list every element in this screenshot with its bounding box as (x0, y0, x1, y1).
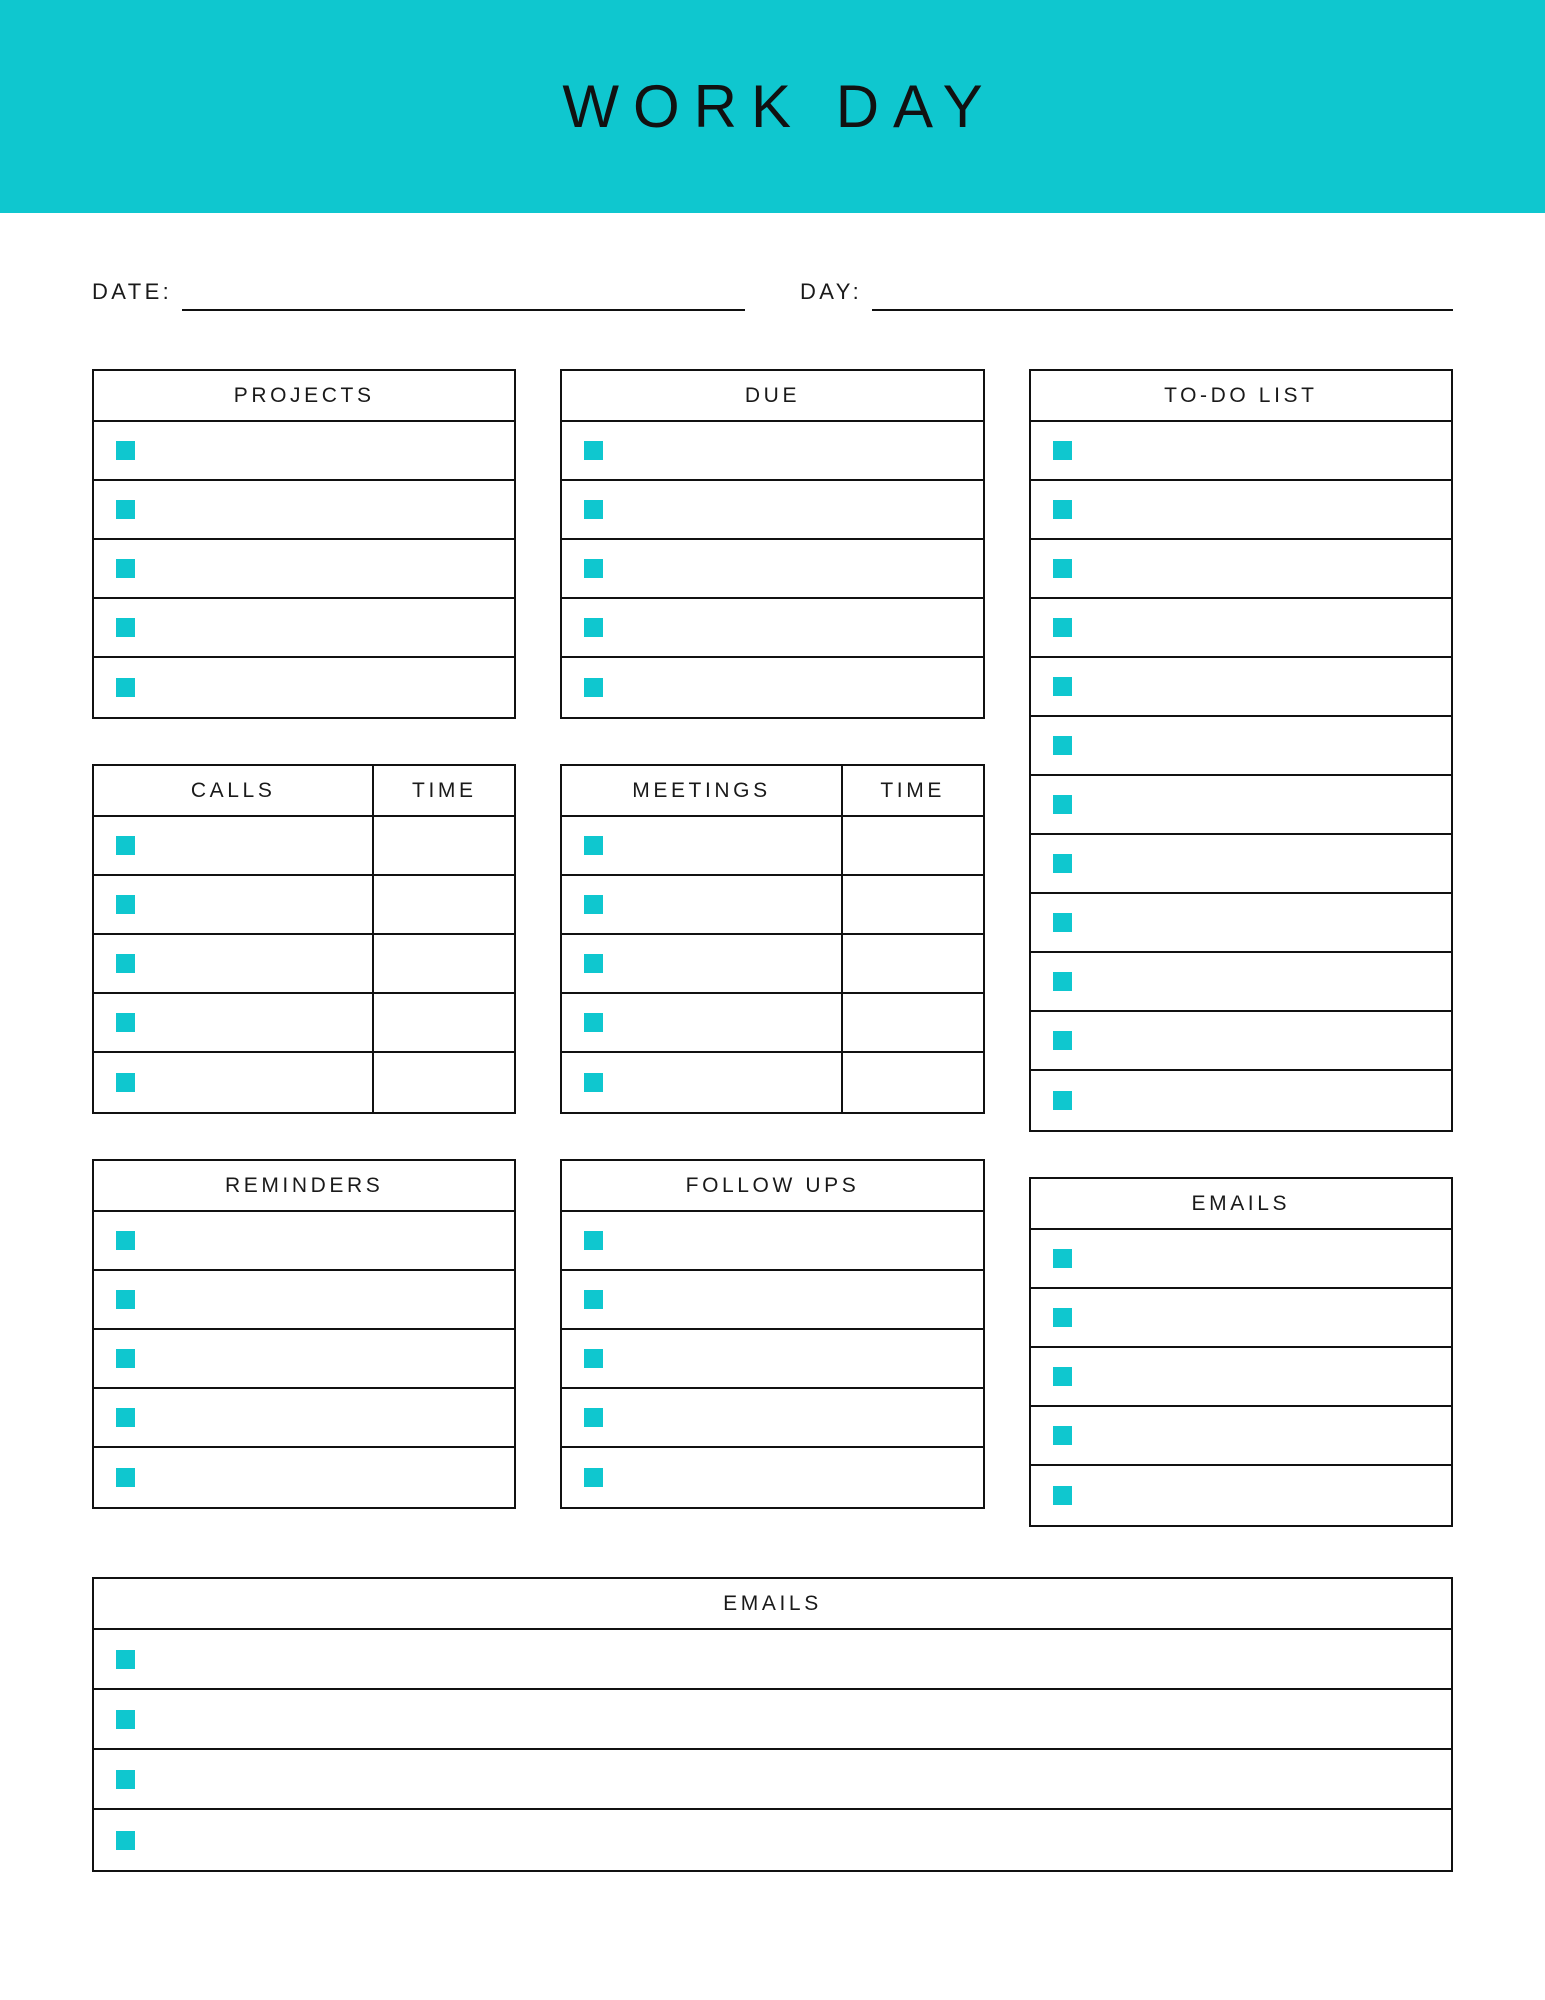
table-row[interactable] (1031, 776, 1451, 835)
table-row[interactable] (94, 1271, 514, 1330)
square-bullet-icon (1053, 1091, 1072, 1110)
table-row[interactable] (562, 1271, 982, 1330)
day-field[interactable] (800, 271, 1453, 311)
table-row[interactable] (562, 540, 982, 599)
square-bullet-icon (584, 441, 603, 460)
table-row[interactable] (94, 1053, 514, 1112)
row-time-cell[interactable] (374, 1053, 514, 1112)
row-main-cell[interactable] (562, 1053, 842, 1112)
square-bullet-icon (116, 1770, 135, 1789)
table-row[interactable] (562, 422, 982, 481)
square-bullet-icon (116, 1073, 135, 1092)
section-header (562, 766, 982, 817)
table-row[interactable] (94, 817, 514, 876)
square-bullet-icon (1053, 677, 1072, 696)
time-column-label: TIME (880, 778, 945, 802)
table-row[interactable] (1031, 953, 1451, 1012)
section-title-cell (94, 766, 374, 815)
section-title: DUE (744, 383, 801, 407)
section-reminders (92, 1159, 516, 1509)
square-bullet-icon (116, 1650, 135, 1669)
square-bullet-icon (116, 895, 135, 914)
square-bullet-icon (116, 618, 135, 637)
row-main-cell[interactable] (94, 876, 374, 933)
table-row[interactable] (562, 1212, 982, 1271)
square-bullet-icon (584, 1349, 603, 1368)
day-label: DAY: (800, 279, 863, 304)
section-title: EMAILS (1191, 1191, 1291, 1215)
section-todo-list (1029, 369, 1453, 1132)
time-column-header (374, 766, 514, 815)
table-row[interactable] (1031, 1071, 1451, 1130)
square-bullet-icon (584, 1231, 603, 1250)
section-title: FOLLOW UPS (685, 1173, 860, 1197)
square-bullet-icon (1053, 500, 1072, 519)
section-title: EMAILS (723, 1591, 822, 1615)
square-bullet-icon (584, 895, 603, 914)
square-bullet-icon (116, 559, 135, 578)
row-main-cell[interactable] (94, 1053, 374, 1112)
table-row[interactable] (1031, 717, 1451, 776)
table-row[interactable] (94, 481, 514, 540)
table-row[interactable] (562, 817, 982, 876)
square-bullet-icon (1053, 1486, 1072, 1505)
grid-column-left (92, 369, 516, 1527)
table-row[interactable] (94, 540, 514, 599)
square-bullet-icon (1053, 1308, 1072, 1327)
table-row[interactable] (94, 1630, 1451, 1690)
row-time-cell[interactable] (843, 876, 983, 933)
square-bullet-icon (584, 559, 603, 578)
square-bullet-icon (584, 1468, 603, 1487)
square-bullet-icon (584, 1408, 603, 1427)
table-row[interactable] (1031, 894, 1451, 953)
table-row[interactable] (94, 1389, 514, 1448)
square-bullet-icon (584, 618, 603, 637)
time-column-label: TIME (412, 778, 477, 802)
row-time-cell[interactable] (843, 817, 983, 874)
square-bullet-icon (584, 1073, 603, 1092)
square-bullet-icon (584, 1013, 603, 1032)
square-bullet-icon (116, 1710, 135, 1729)
meta-row (92, 271, 1453, 311)
section-header (1031, 1179, 1451, 1230)
grid-column-middle (560, 369, 984, 1527)
square-bullet-icon (116, 1231, 135, 1250)
row-main-cell[interactable] (562, 994, 842, 1051)
table-row[interactable] (94, 422, 514, 481)
section-title: PROJECTS (233, 383, 375, 407)
square-bullet-icon (116, 500, 135, 519)
table-row[interactable] (94, 1750, 1451, 1810)
square-bullet-icon (116, 441, 135, 460)
row-main-cell[interactable] (562, 876, 842, 933)
table-row[interactable] (562, 599, 982, 658)
table-row[interactable] (1031, 1230, 1451, 1289)
row-time-cell[interactable] (374, 876, 514, 933)
page-body (0, 271, 1545, 1872)
square-bullet-icon (1053, 559, 1072, 578)
section-title-cell (562, 766, 842, 815)
table-row[interactable] (562, 1448, 982, 1507)
row-main-cell[interactable] (562, 817, 842, 874)
square-bullet-icon (1053, 618, 1072, 637)
row-time-cell[interactable] (843, 1053, 983, 1112)
section-emails-wide (92, 1577, 1453, 1872)
section-header (94, 371, 514, 422)
row-main-cell[interactable] (562, 935, 842, 992)
square-bullet-icon (1053, 1031, 1072, 1050)
section-header (94, 1161, 514, 1212)
section-header (562, 1161, 982, 1212)
table-row[interactable] (562, 994, 982, 1053)
table-row[interactable] (1031, 1407, 1451, 1466)
row-time-cell[interactable] (843, 935, 983, 992)
section-title: MEETINGS (632, 778, 771, 802)
date-field[interactable] (92, 271, 745, 311)
section-title: REMINDERS (224, 1173, 384, 1197)
page-title: WORK DAY (562, 72, 997, 140)
square-bullet-icon (584, 954, 603, 973)
square-bullet-icon (116, 1290, 135, 1309)
table-row[interactable] (94, 1212, 514, 1271)
section-meetings (560, 764, 984, 1114)
page-header-banner (0, 0, 1545, 213)
table-row[interactable] (94, 994, 514, 1053)
table-row[interactable] (94, 1330, 514, 1389)
section-due (560, 369, 984, 719)
square-bullet-icon (1053, 913, 1072, 932)
table-row[interactable] (562, 658, 982, 717)
table-row[interactable] (562, 1389, 982, 1448)
table-row[interactable] (94, 658, 514, 717)
row-main-cell[interactable] (94, 935, 374, 992)
square-bullet-icon (1053, 972, 1072, 991)
table-row[interactable] (1031, 1289, 1451, 1348)
square-bullet-icon (116, 1013, 135, 1032)
square-bullet-icon (116, 1408, 135, 1427)
table-row[interactable] (1031, 1348, 1451, 1407)
square-bullet-icon (584, 500, 603, 519)
grid-column-right (1029, 369, 1453, 1527)
section-calls (92, 764, 516, 1114)
square-bullet-icon (116, 954, 135, 973)
section-follow-ups (560, 1159, 984, 1509)
square-bullet-icon (116, 678, 135, 697)
square-bullet-icon (1053, 795, 1072, 814)
table-row[interactable] (562, 481, 982, 540)
section-title: TO-DO LIST (1164, 383, 1318, 407)
table-row[interactable] (562, 1053, 982, 1112)
section-header (94, 766, 514, 817)
table-row[interactable] (1031, 540, 1451, 599)
table-row[interactable] (1031, 422, 1451, 481)
table-row[interactable] (1031, 481, 1451, 540)
square-bullet-icon (116, 1349, 135, 1368)
row-time-cell[interactable] (374, 935, 514, 992)
row-main-cell[interactable] (94, 817, 374, 874)
table-row[interactable] (94, 599, 514, 658)
table-row[interactable] (1031, 1012, 1451, 1071)
day-input-line[interactable] (872, 271, 1453, 311)
table-row[interactable] (94, 1810, 1451, 1870)
section-header (562, 371, 982, 422)
table-row[interactable] (1031, 658, 1451, 717)
row-time-cell[interactable] (374, 817, 514, 874)
table-row[interactable] (562, 1330, 982, 1389)
table-row[interactable] (562, 876, 982, 935)
square-bullet-icon (1053, 441, 1072, 460)
section-emails (1029, 1177, 1453, 1527)
square-bullet-icon (584, 836, 603, 855)
section-header (94, 1579, 1451, 1630)
square-bullet-icon (116, 1468, 135, 1487)
table-row[interactable] (94, 935, 514, 994)
square-bullet-icon (584, 1290, 603, 1309)
table-row[interactable] (94, 876, 514, 935)
table-row[interactable] (1031, 599, 1451, 658)
section-projects (92, 369, 516, 719)
square-bullet-icon (116, 1831, 135, 1850)
date-input-line[interactable] (182, 271, 745, 311)
square-bullet-icon (1053, 854, 1072, 873)
section-header (1031, 371, 1451, 422)
square-bullet-icon (116, 836, 135, 855)
date-label: DATE: (92, 279, 173, 304)
row-main-cell[interactable] (94, 994, 374, 1051)
row-time-cell[interactable] (843, 994, 983, 1051)
row-time-cell[interactable] (374, 994, 514, 1051)
table-row[interactable] (562, 935, 982, 994)
square-bullet-icon (584, 678, 603, 697)
table-row[interactable] (1031, 835, 1451, 894)
table-row[interactable] (1031, 1466, 1451, 1525)
square-bullet-icon (1053, 1367, 1072, 1386)
square-bullet-icon (1053, 1249, 1072, 1268)
section-title: CALLS (190, 778, 276, 802)
table-row[interactable] (94, 1448, 514, 1507)
square-bullet-icon (1053, 736, 1072, 755)
table-row[interactable] (94, 1690, 1451, 1750)
square-bullet-icon (1053, 1426, 1072, 1445)
time-column-header (843, 766, 983, 815)
sections-grid (92, 369, 1453, 1527)
